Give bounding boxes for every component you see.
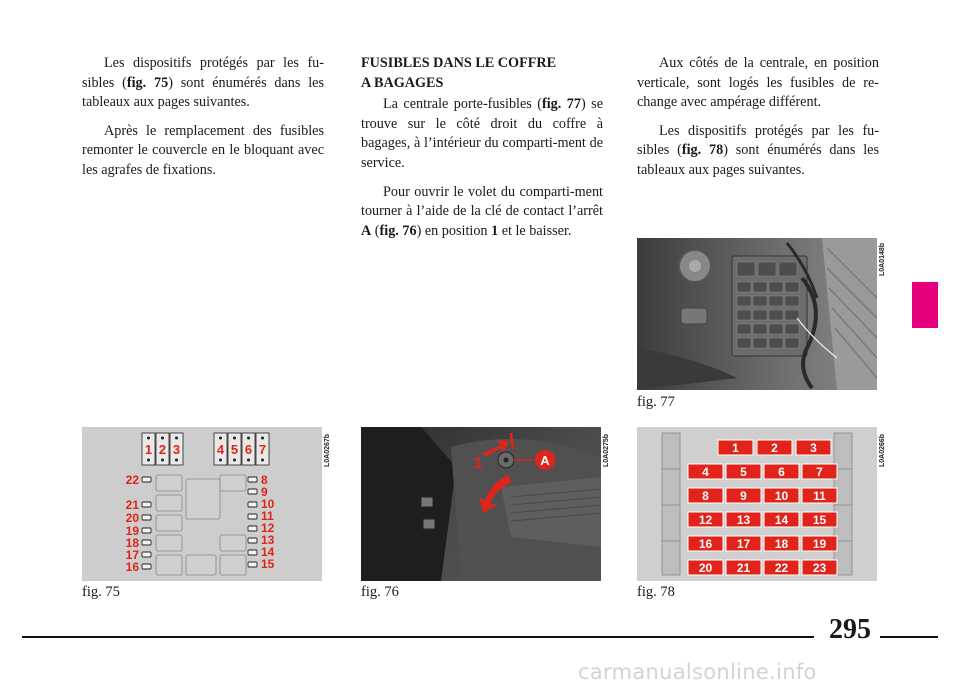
fuse-label: 15 [261, 557, 275, 571]
fuse-label: 9 [740, 489, 747, 503]
label-A: A [540, 453, 550, 468]
fuse-label: 2 [771, 441, 778, 455]
paragraph: Les dispositifs protégés par les fu-sibles (fig. 75) sont énumérés dans les tableaux aux pages suivantes. [82, 55, 324, 111]
figure-code: L0A0275b [603, 433, 610, 467]
footer-rule [880, 636, 938, 638]
fuse-label: 1 [144, 442, 153, 457]
paragraph: Les dispositifs protégés par les fu-sibles (fig. 78) sont énumérés dans les tableaux aux pages suivantes. [637, 122, 879, 178]
fuse-label: 14 [261, 545, 275, 559]
figure-caption: fig. 78 [637, 584, 675, 600]
figure-caption: fig. 75 [82, 584, 120, 600]
fuse-label: 20 [125, 511, 139, 525]
fuse-label: 20 [698, 561, 713, 575]
section-tab-marker [912, 282, 938, 328]
fuse-label: 22 [774, 561, 789, 575]
fig-reference[interactable]: fig. 76 [379, 222, 417, 239]
fuse-label: 22 [125, 473, 139, 487]
paragraph: Pour ouvrir le volet du comparti-ment tourner à l’aide de la clé de contact l’arrêt A (fig. 76) en position 1 et le baisser. [361, 183, 603, 239]
fuse-label: 8 [702, 489, 709, 503]
fuse-label: 11 [261, 509, 274, 523]
fig-reference[interactable]: fig. 75 [126, 74, 169, 91]
figure-caption: fig. 77 [637, 394, 675, 410]
fuse-label: 14 [774, 513, 789, 527]
fuse-label: 12 [261, 521, 275, 535]
fuse-label: 16 [698, 537, 713, 551]
fuse-label: 17 [125, 548, 139, 562]
section-heading: FUSIBLES DANS LE COFFRE A BAGAGES [361, 55, 557, 91]
fuse-label: 4 [216, 442, 225, 457]
paragraph: Aux côtés de la centrale, en position verticale, sont logés les fusibles de re-change avec ampérage différent. [637, 55, 879, 111]
footer-rule [22, 636, 814, 638]
figure-caption: fig. 76 [361, 584, 399, 600]
fuse-label: 1 [732, 441, 739, 455]
fig-reference[interactable]: fig. 77 [542, 96, 581, 113]
label-1: 1 [473, 455, 483, 472]
fuse-label: 13 [736, 513, 751, 527]
fuse-label: 13 [261, 533, 275, 547]
fig-78-fuse-diagram [637, 427, 877, 581]
page-number: 295 [829, 614, 871, 645]
fuse-label: 4 [702, 465, 709, 479]
fig-reference[interactable]: fig. 78 [681, 142, 724, 159]
fuse-label: 10 [774, 489, 789, 503]
paragraph: Après le remplacement des fusibles remonter le couvercle en le bloquant avec les agrafes de fixations. [82, 122, 324, 178]
fig-76-trunk-photo [361, 427, 601, 581]
fuse-label: 11 [813, 489, 826, 503]
text-column-3 [637, 54, 879, 190]
fuse-label: 6 [244, 442, 253, 457]
fuse-label: 5 [230, 442, 239, 457]
fuse-label: 6 [778, 465, 785, 479]
text-column-2 [361, 54, 603, 250]
text-column-1 [82, 54, 324, 190]
fuse-label: 18 [125, 536, 139, 550]
fuse-label: 8 [261, 473, 268, 487]
fuse-label: 18 [774, 537, 789, 551]
fuse-label: 21 [125, 498, 139, 512]
figure-code: L0A0148b [879, 242, 886, 276]
figure-code: L0A0266b [879, 433, 886, 467]
fuse-label: 17 [736, 537, 751, 551]
fuse-label: 9 [261, 485, 268, 499]
fig-77-fusebox-photo [637, 238, 877, 390]
fuse-label: 3 [172, 442, 181, 457]
fuse-label: 7 [258, 442, 267, 457]
fuse-label: 10 [261, 497, 275, 511]
fuse-label: 2 [158, 442, 167, 457]
fuse-label: 23 [812, 561, 827, 575]
fuse-label: 3 [810, 441, 817, 455]
fig-75-fuse-diagram [82, 427, 322, 581]
fuse-label: 19 [812, 537, 827, 551]
fuse-label: 5 [740, 465, 747, 479]
fuse-label: 19 [125, 524, 139, 538]
fuse-label: 21 [736, 561, 751, 575]
fuse-label: 7 [816, 465, 823, 479]
figure-code: L0A0267b [324, 433, 331, 467]
watermark: carmanualsonline.info [578, 660, 817, 684]
fuse-label: 12 [698, 513, 713, 527]
fuse-label: 15 [812, 513, 827, 527]
fuse-label: 16 [125, 560, 139, 574]
paragraph: La centrale porte-fusibles (fig. 77) se trouve sur le côté droit du coffre à bagages, à l’intérieur du comparti-ment de service. [361, 96, 603, 171]
